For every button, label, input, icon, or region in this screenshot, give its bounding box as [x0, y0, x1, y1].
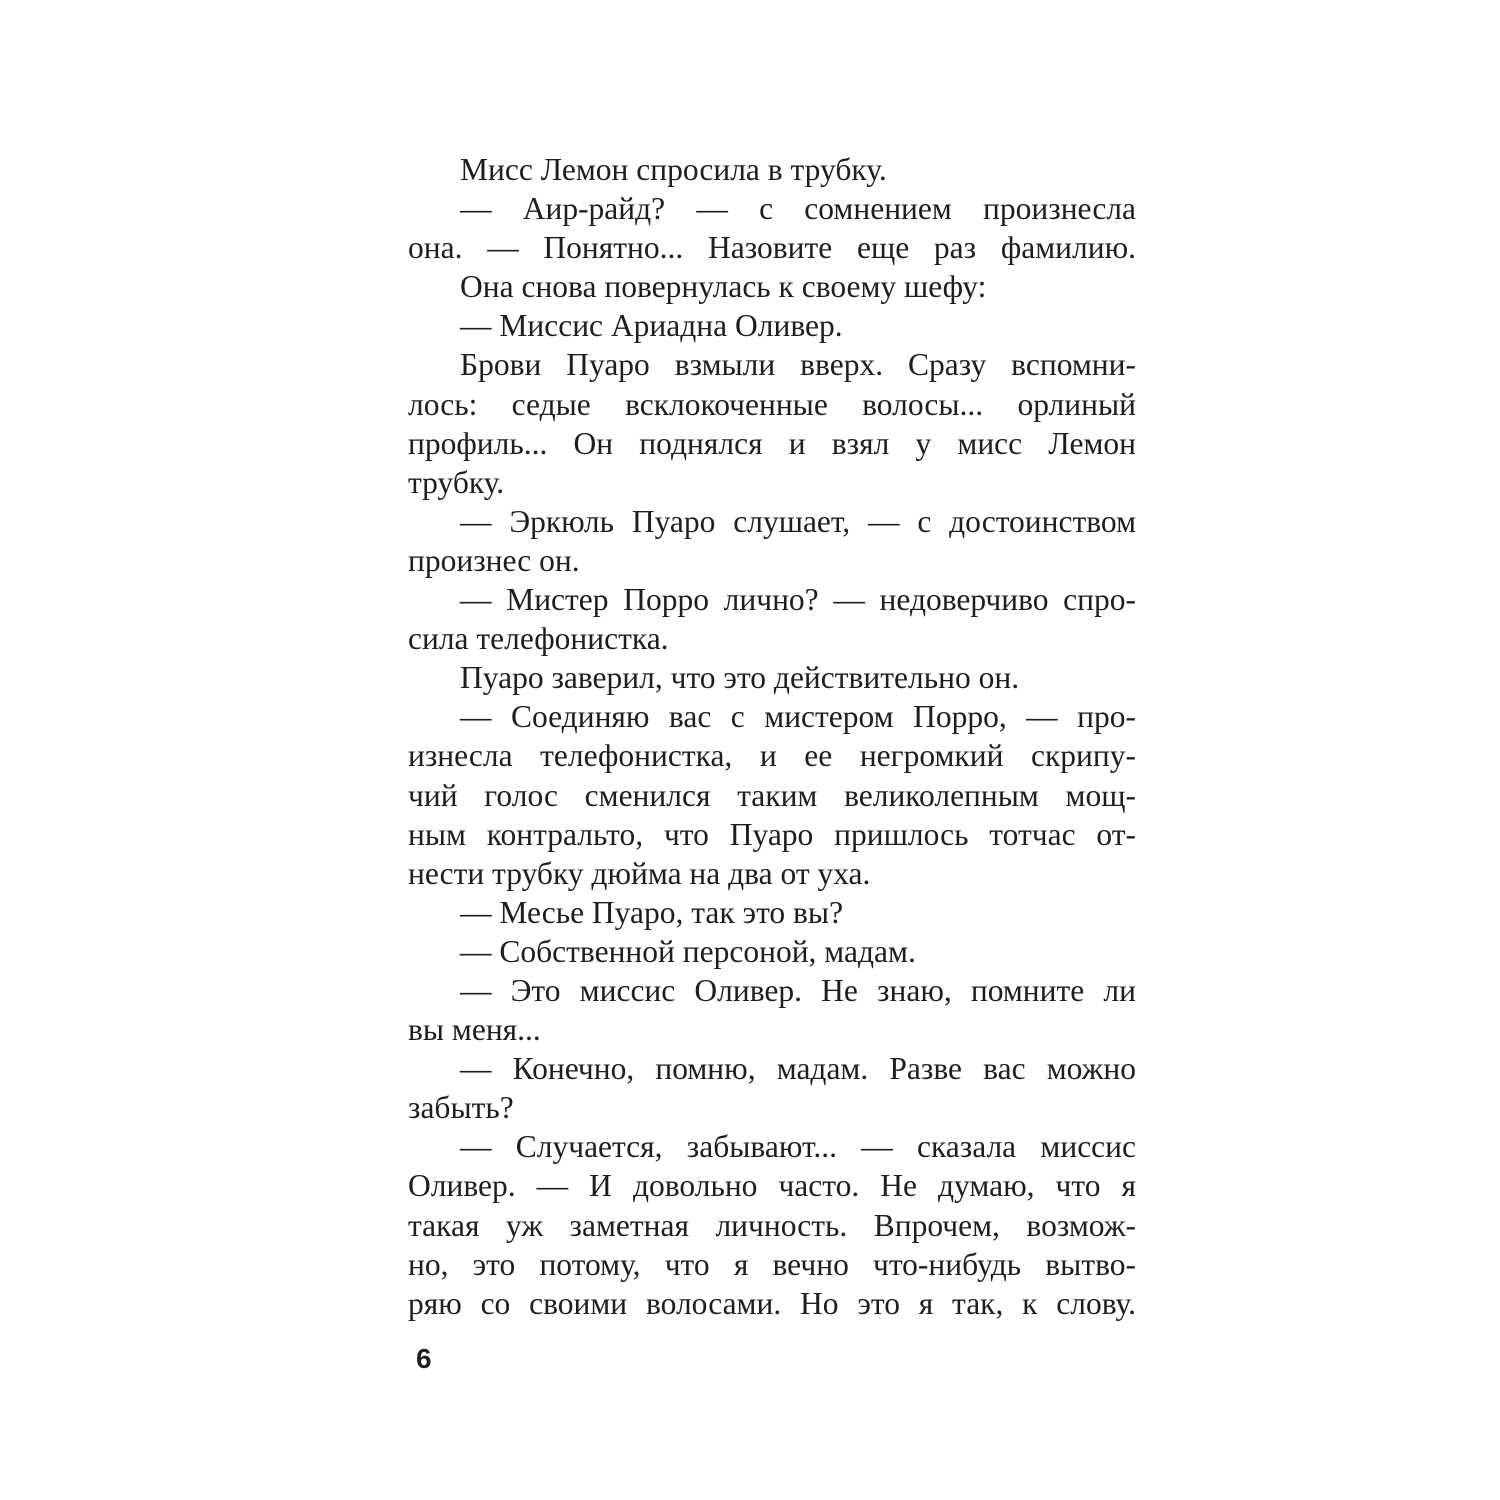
text-line: — Месье Пуаро, так это вы?	[460, 894, 844, 930]
text-line: трубку.	[408, 464, 505, 500]
text-line: — Собственной персоной, мадам.	[460, 933, 916, 969]
text-line: изнесла телефонистка, и ее негромкий скрипу-	[408, 738, 1136, 774]
text-line: — Миссис Ариадна Оливер.	[460, 308, 843, 344]
text-line: профиль... Он поднялся и взял у мисс Лемон	[408, 425, 1136, 461]
text-line: — Случается, забывают... — сказала миссис	[460, 1129, 1136, 1165]
text-line: — Конечно, помню, мадам. Разве вас можно	[460, 1051, 1136, 1087]
text-line: но, это потому, что я вечно что-нибудь вытво-	[408, 1246, 1136, 1282]
text-line: вы меня...	[408, 1012, 541, 1048]
text-line: такая уж заметная личность. Впрочем, возмож-	[408, 1207, 1136, 1243]
text-line: забыть?	[408, 1090, 514, 1126]
text-line: нести трубку дюйма на два от уха.	[408, 855, 871, 891]
text-line: чий голос сменился таким великолепным мощ-	[408, 777, 1136, 813]
text-line: она. — Понятно... Назовите еще раз фамилию.	[408, 230, 1136, 266]
text-line: произнес он.	[408, 542, 580, 578]
text-line: — Соединяю вас с мистером Порро, — про-	[460, 699, 1136, 735]
text-line: ным контральто, что Пуаро пришлось тотчас от-	[408, 816, 1136, 852]
page-body-text	[408, 150, 1136, 1323]
page-number: 6	[416, 1343, 432, 1374]
text-line: ряю со своими волосами. Но это я так, к слову.	[408, 1285, 1136, 1321]
text-line: — Эркюль Пуаро слушает, — с достоинством	[460, 503, 1136, 539]
text-line: Она снова повернулась к своему шефу:	[460, 269, 987, 305]
text-line: лось: седые всклокоченные волосы... орлиный	[408, 386, 1136, 422]
text-line: Пуаро заверил, что это действительно он.	[460, 660, 1020, 696]
text-line: Брови Пуаро взмыли вверх. Сразу вспомни-	[460, 347, 1136, 383]
text-line: Мисс Лемон спросила в трубку.	[460, 152, 887, 187]
text-line: — Аир-райд? — с сомнением произнесла	[460, 191, 1136, 227]
text-line: — Мистер Порро лично? — недоверчиво спро-	[460, 582, 1136, 618]
text-line: — Это миссис Оливер. Не знаю, помните ли	[460, 972, 1136, 1008]
text-line: Оливер. — И довольно часто. Не думаю, что я	[408, 1168, 1136, 1204]
text-line: сила телефонистка.	[408, 621, 669, 657]
